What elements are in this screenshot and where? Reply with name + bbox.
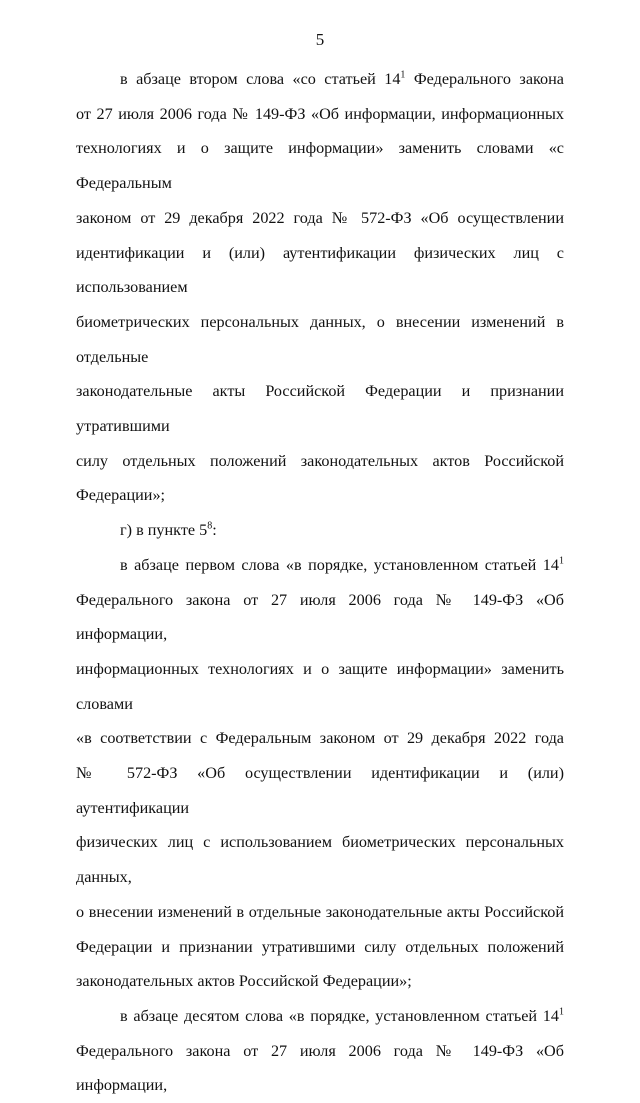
paragraph-line: в абзаце втором слова «со статьей $14^1$ Федерального закона bbox=[120, 69, 564, 88]
superscript: 1 bbox=[559, 555, 564, 567]
paragraph-line: законодательные акты Российской Федерации и признании утратившими bbox=[76, 382, 564, 436]
paragraph-1 bbox=[76, 62, 564, 513]
paragraph-line: г) в пункте $5^8$: bbox=[120, 520, 217, 540]
paragraph-line: силу отдельных положений законодательных актов Российской bbox=[76, 451, 564, 470]
paragraph-line: № 572-ФЗ «Об осуществлении идентификации и (или) аутентификации bbox=[76, 764, 564, 817]
paragraph-line: законом от 29 декабря 2022 года № 572-ФЗ «Об осуществлении bbox=[76, 208, 564, 227]
paragraph-line: в абзаце первом слова «в порядке, установленном статьей $14^1$ bbox=[120, 555, 564, 574]
paragraph-3 bbox=[76, 548, 564, 999]
paragraph-line: в абзаце десятом слова «в порядке, установленном статьей $14^1$ bbox=[120, 1006, 564, 1025]
paragraph-line: Федерального закона от 27 июля 2006 года № 149-ФЗ «Об информации, bbox=[76, 1041, 564, 1095]
paragraph-line: от 27 июля 2006 года № 149-ФЗ «Об информации, информационных bbox=[76, 104, 564, 123]
paragraph-line: физических лиц с использованием биометрических персональных данных, bbox=[76, 833, 564, 887]
paragraph-line: технологиях и о защите информации» заменить словами «с Федеральным bbox=[76, 139, 564, 193]
superscript: 8 bbox=[207, 520, 213, 532]
page-number: 5 bbox=[315, 30, 325, 49]
paragraph-line: «в соответствии с Федеральным законом от 29 декабря 2022 года bbox=[76, 729, 564, 748]
paragraph-line: информационных технологиях и о защите информации» заменить словами bbox=[76, 659, 564, 713]
paragraph-4 bbox=[76, 999, 564, 1103]
superscript: 1 bbox=[400, 69, 406, 81]
paragraph-line: о внесении изменений в отдельные законодательные акты Российской bbox=[76, 902, 564, 921]
paragraph-line: Федерального закона от 27 июля 2006 года № 149-ФЗ «Об информации, bbox=[76, 590, 564, 644]
paragraph-line: идентификации и (или) аутентификации физических лиц с использованием bbox=[76, 243, 564, 297]
document-body bbox=[76, 62, 564, 1103]
paragraph-line: Федерации и признании утратившими силу отдельных положений bbox=[76, 937, 564, 956]
paragraph-line: биометрических персональных данных, о внесении изменений в отдельные bbox=[76, 312, 564, 366]
paragraph-line: Федерации»; bbox=[76, 486, 166, 505]
paragraph-2 bbox=[76, 513, 564, 548]
paragraph-line: законодательных актов Российской Федерации»; bbox=[76, 972, 412, 991]
superscript: 1 bbox=[559, 1006, 564, 1018]
